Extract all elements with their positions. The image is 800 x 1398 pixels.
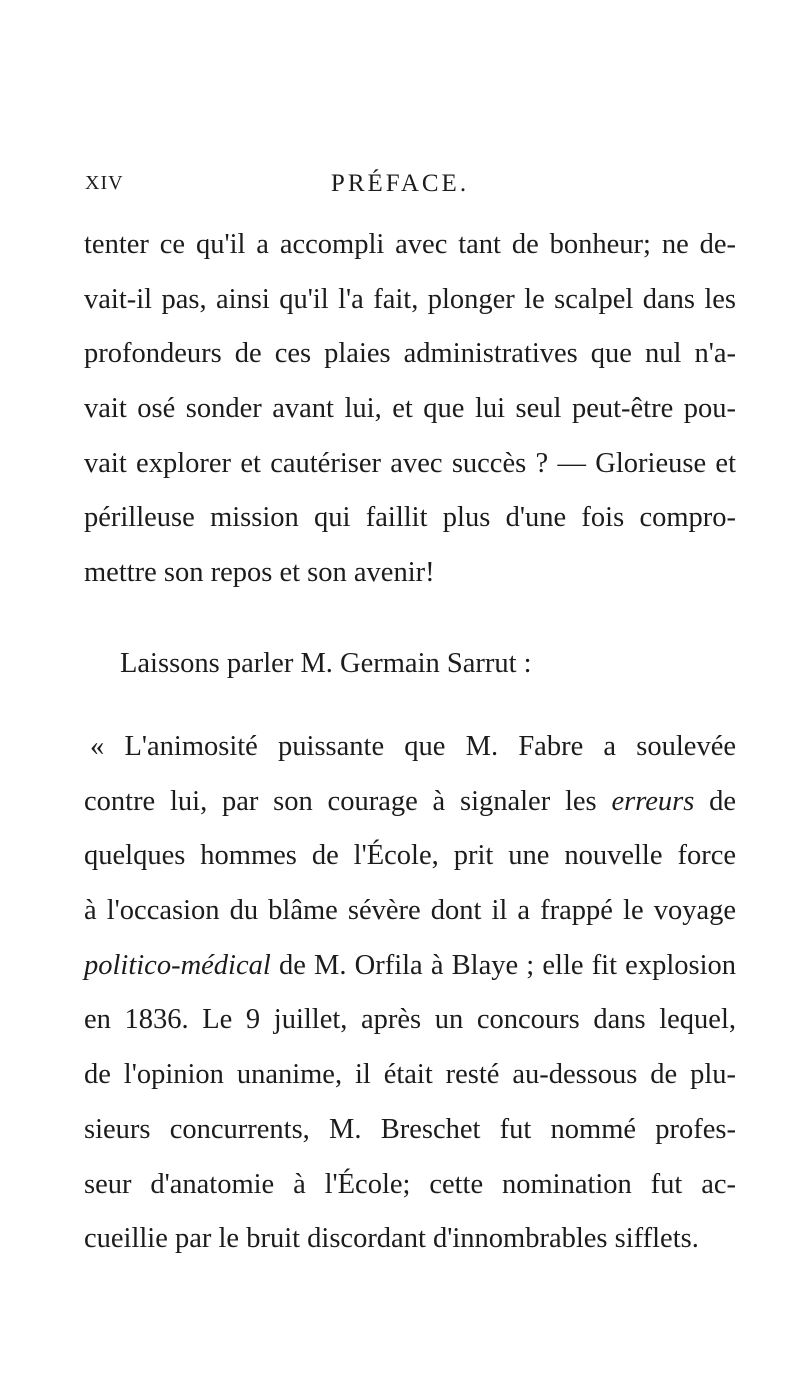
paragraph-continuation — [84, 218, 736, 601]
text-line-with-italic — [84, 939, 736, 994]
text-line: de l'opinion unanime, il était resté au-dessous de plu- — [84, 1059, 736, 1091]
text-line: cueillie par le bruit discordant d'innombrables sifflets. — [84, 1223, 699, 1255]
text-line: « L'animosité puissante que M. Fabre a soulevée — [90, 731, 736, 762]
italic-term: erreurs — [611, 785, 695, 817]
text-line: vait-il pas, ainsi qu'il l'a fait, plonger le scalpel dans les — [84, 283, 736, 315]
text-segment: de — [709, 785, 737, 817]
text-line: à l'occasion du blâme sévère dont il a frappé le voyage — [84, 895, 736, 927]
text-line: Laissons parler M. Germain Sarrut : — [120, 648, 532, 679]
text-line-with-italic — [84, 775, 736, 830]
text-line: seur d'anatomie à l'École; cette nomination fut ac- — [84, 1168, 736, 1200]
text-line: tenter ce qu'il a accompli avec tant de bonheur; ne de- — [84, 229, 736, 260]
text-line: quelques hommes de l'École, prit une nouvelle force — [84, 840, 736, 872]
paragraph-quotation — [84, 720, 736, 1267]
text-line: périlleuse mission qui faillit plus d'une fois compro- — [84, 502, 736, 534]
text-segment: de M. Orfila à Blaye ; elle fit explosion — [278, 949, 737, 981]
running-title: PRÉFACE. — [330, 170, 470, 197]
text-line: en 1836. Le 9 juillet, après un concours dans lequel, — [84, 1004, 736, 1036]
running-head — [0, 172, 800, 212]
paragraph-introduction — [84, 637, 736, 692]
text-line: vait osé sonder avant lui, et que lui seul peut-être pou- — [84, 393, 736, 425]
text-line: mettre son repos et son avenir! — [84, 557, 435, 589]
page-number: XIV — [85, 172, 124, 194]
text-line: profondeurs de ces plaies administratives que nul n'a- — [84, 338, 736, 370]
text-line: sieurs concurrents, M. Breschet fut nommé profes- — [84, 1113, 736, 1145]
text-segment: contre lui, par son courage à signaler les — [84, 785, 597, 817]
text-line: vait explorer et cautériser avec succès ? — Glorieuse et — [84, 447, 736, 479]
italic-term: politico-médical — [84, 949, 271, 981]
